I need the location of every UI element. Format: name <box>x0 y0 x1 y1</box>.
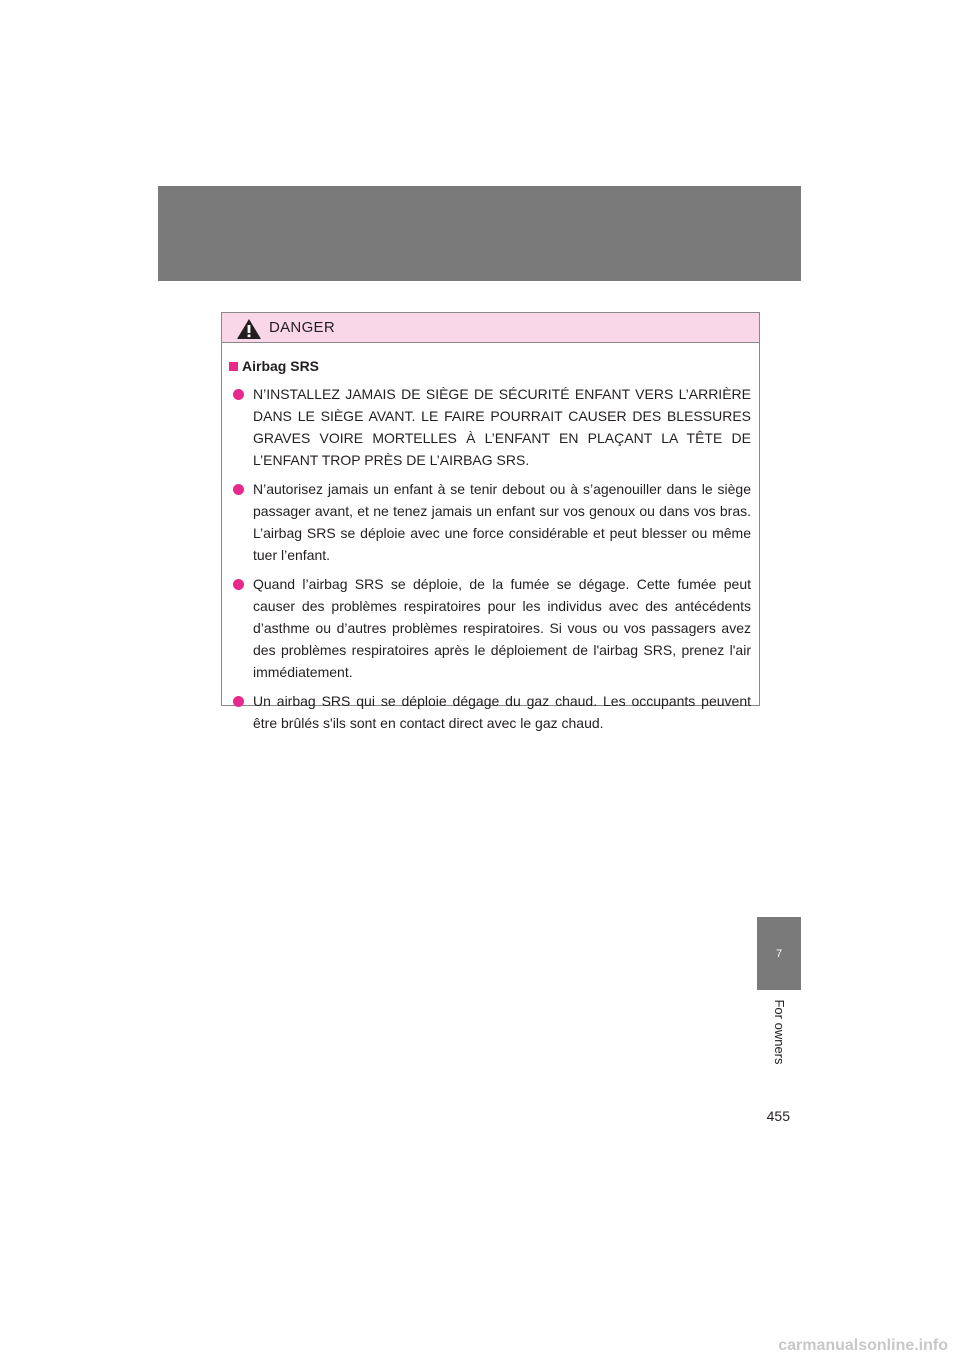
danger-title: DANGER <box>269 319 335 336</box>
section-title: Airbag SRS <box>242 358 320 374</box>
bullet-text: N’autorisez jamais un enfant à se tenir debout ou à s’agenouiller dans le siège passager avant, et ne tenez jamais un enfant sur vos genoux ou dans vos bras. L’airbag SRS se déploie avec une force considérable et peut blesser ou même tuer l’enfant. <box>253 481 751 563</box>
chapter-label: For owners <box>772 999 787 1065</box>
watermark[interactable]: carmanualsonline.info <box>778 1337 948 1354</box>
bullet-dot-icon <box>233 389 244 400</box>
bullet-text: Un airbag SRS qui se déploie dégage du gaz chaud. Les occupants peuvent être brûlés s'ils sont en contact direct avec le gaz chaud. <box>253 693 751 731</box>
bullet-dot-icon <box>233 579 244 590</box>
header-band <box>158 186 801 281</box>
list-item <box>228 478 751 566</box>
danger-box <box>221 312 760 731</box>
warning-triangle-icon <box>236 318 262 340</box>
chapter-number: 7 <box>775 947 783 960</box>
square-bullet-icon <box>229 362 238 371</box>
list-item <box>228 690 751 734</box>
bullet-dot-icon <box>233 696 244 707</box>
list-item <box>228 383 751 471</box>
danger-body <box>222 343 759 734</box>
bullet-text: N’INSTALLEZ JAMAIS DE SIÈGE DE SÉCURITÉ ENFANT VERS L’ARRIÈRE DANS LE SIÈGE AVANT. LE FAIRE POURRAIT CAUSER DES BLESSURES GRAVES VOIRE MORTELLES À L’ENFANT EN PLAÇANT LA TÊTE DE L’ENFANT TROP PRÈS DE L’AIRBAG SRS. <box>253 386 751 468</box>
list-item <box>228 573 751 683</box>
bullet-text: Quand l’airbag SRS se déploie, de la fumée se dégage. Cette fumée peut causer des problèmes respiratoires pour les individus avec des antécédents d’asthme ou d’autres problèmes respiratoires. Si vous ou vos passagers avez des problèmes respiratoires après le déploiement de l'airbag SRS, prenez l'air immédiatement. <box>253 576 751 680</box>
bullet-dot-icon <box>233 484 244 495</box>
section-heading <box>228 355 751 377</box>
danger-header <box>222 313 759 343</box>
page-number: 455 <box>766 1108 790 1124</box>
